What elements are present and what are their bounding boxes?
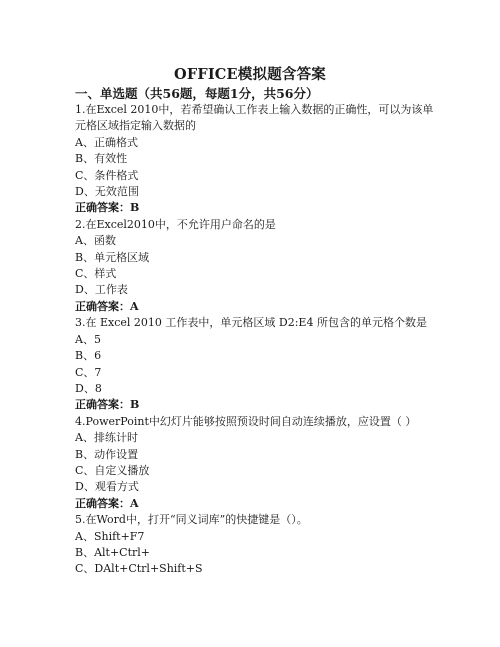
question-1 (75, 102, 435, 217)
option-b: B、Alt+Ctrl+ (75, 545, 151, 559)
answer-value: B (130, 201, 140, 215)
question-4 (75, 414, 435, 512)
option-a: A、5 (75, 332, 101, 346)
option-d: D、8 (75, 381, 102, 395)
option-c: C、DAlt+Ctrl+Shift+S (75, 562, 203, 576)
correct-answer (75, 299, 435, 315)
answer-label: 正确答案： (75, 496, 130, 510)
option-b: B、动作设置 (75, 447, 139, 461)
answer-value: B (130, 398, 140, 412)
answer-label: 正确答案： (75, 201, 130, 215)
answer-label: 正确答案： (75, 299, 130, 313)
option-b: B、有效性 (75, 152, 128, 166)
option-c: C、自定义播放 (75, 463, 150, 477)
option-c: C、条件格式 (75, 168, 139, 182)
option-a: A、函数 (75, 234, 116, 248)
question-2 (75, 217, 435, 315)
option-a: A、排练计时 (75, 431, 138, 445)
answer-value: A (130, 299, 139, 313)
question-text: 3.在 Excel 2010 工作表中，单元格区域 D2:E4 所包含的单元格个数是 (75, 316, 427, 330)
option-a: A、正确格式 (75, 135, 138, 149)
document-title: OFFICE模拟题含答案 (174, 66, 326, 83)
question-text: 2.在Excel2010中，不允许用户命名的是 (75, 217, 276, 231)
section-heading: 一、单选题（共56题，每题1分，共56分） (75, 86, 319, 101)
option-c: C、样式 (75, 267, 117, 281)
option-d: D、观看方式 (75, 480, 139, 494)
question-text: 1.在Excel 2010中，若希望确认工作表上输入数据的正确性，可以为该单元格区域指定输入数据的 (75, 103, 434, 133)
option-b: B、单元格区域 (75, 250, 150, 264)
option-b: B、6 (75, 349, 102, 363)
question-list (75, 102, 435, 578)
question-text: 5.在Word中，打开“同义词库”的快捷键是（）。 (75, 513, 308, 527)
correct-answer (75, 397, 435, 413)
option-a: A、Shift+F7 (75, 529, 145, 543)
answer-label: 正确答案： (75, 398, 130, 412)
question-5 (75, 512, 435, 578)
question-3 (75, 315, 435, 413)
correct-answer (75, 496, 435, 512)
answer-value: A (130, 496, 139, 510)
option-d: D、工作表 (75, 283, 128, 297)
option-c: C、7 (75, 365, 102, 379)
question-text: 4.PowerPoint中幻灯片能够按照预设时间自动连续播放，应设置（ ） (75, 414, 417, 428)
option-d: D、无效范围 (75, 185, 139, 199)
correct-answer (75, 200, 435, 216)
